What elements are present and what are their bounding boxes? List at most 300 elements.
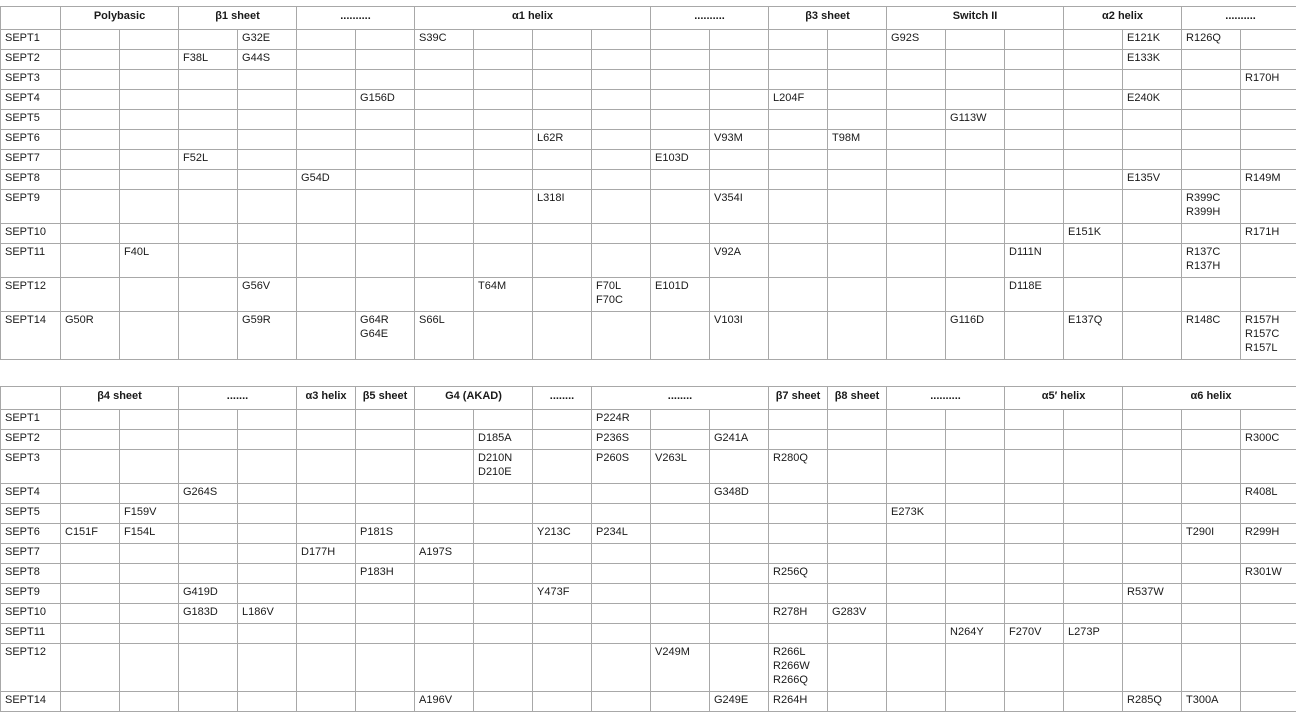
mutation-cell [828,190,887,224]
mutation-cell [238,484,297,504]
mutation-cell [828,544,887,564]
mutation-cell [533,450,592,484]
mutation-cell [1064,50,1123,70]
mutation-cell [769,484,828,504]
mutation-cell [1005,110,1064,130]
mutation-cell: R300C [1241,430,1296,450]
septin-name: SEPT4 [1,484,61,504]
mutation-cell: G264S [179,484,238,504]
mutation-cell [1123,430,1182,450]
mutation-cell: A196V [415,692,474,712]
mutation-cell [415,564,474,584]
mutation-cell [1123,544,1182,564]
mutation-cell [946,244,1005,278]
mutation-cell: D185A [474,430,533,450]
mutation-cell [1064,150,1123,170]
mutation-cell [828,150,887,170]
mutation-cell [297,604,356,624]
mutation-cell [946,130,1005,150]
mutation-cell: E151K [1064,224,1123,244]
mutation-cell [887,110,946,130]
mutation-line: R399C [1186,192,1221,204]
mutation-cell [120,50,179,70]
mutation-cell [297,430,356,450]
mutation-cell [1182,244,1241,278]
mutation-cell [356,150,415,170]
mutation-line: R266L [773,646,806,658]
septin-name: SEPT6 [1,130,61,150]
mutation-cell [474,504,533,524]
mutation-cell [61,50,120,70]
mutation-cell [415,244,474,278]
mutation-cell [1123,604,1182,624]
mutation-cell [769,644,828,692]
mutation-cell [120,430,179,450]
mutation-cell [415,224,474,244]
mutation-cell: R264H [769,692,828,712]
mutation-cell: F52L [179,150,238,170]
septin-name: SEPT6 [1,524,61,544]
septin-name: SEPT5 [1,504,61,524]
mutation-cell [238,692,297,712]
mutation-cell [61,544,120,564]
mutation-cell [179,644,238,692]
mutation-cell [1005,544,1064,564]
mutation-cell [651,410,710,430]
table-row [1,564,1296,584]
mutation-cell [238,504,297,524]
mutation-cell [533,544,592,564]
mutation-cell [1064,544,1123,564]
mutation-cell [769,504,828,524]
mutation-cell [61,624,120,644]
mutation-cell [1064,504,1123,524]
mutation-cell [61,278,120,312]
mutation-cell: S66L [415,312,474,360]
mutation-cell [415,50,474,70]
mutation-cell [769,170,828,190]
septin-name: SEPT2 [1,50,61,70]
mutation-cell [474,544,533,564]
mutation-cell: F40L [120,244,179,278]
mutation-cell [828,584,887,604]
mutation-cell [710,544,769,564]
septin-name: SEPT14 [1,692,61,712]
table-row [1,524,1296,544]
mutation-cell [356,624,415,644]
mutation-cell [592,244,651,278]
mutation-cell: R301W [1241,564,1296,584]
mutation-cell [946,544,1005,564]
mutation-cell [592,624,651,644]
mutation-cell [1241,584,1296,604]
mutation-cell [946,70,1005,90]
mutation-cell [1005,90,1064,110]
mutation-cell: P181S [356,524,415,544]
mutation-cell [179,224,238,244]
mutation-cell [533,564,592,584]
header-row [1,387,1296,410]
mutation-cell [61,430,120,450]
mutation-line: F70L [596,280,622,292]
mutation-cell [887,50,946,70]
mutation-cell [887,484,946,504]
mutation-cell [61,644,120,692]
mutation-cell [1123,450,1182,484]
mutation-cell: R299H [1241,524,1296,544]
mutation-cell [179,170,238,190]
mutation-cell [120,110,179,130]
mutation-cell [769,524,828,544]
table-row [1,278,1296,312]
mutation-cell [61,504,120,524]
mutation-line: R157C [1245,328,1280,340]
mutation-cell [828,312,887,360]
mutation-cell [651,170,710,190]
mutation-cell [415,190,474,224]
mutation-cell [1123,484,1182,504]
mutation-cell [1064,130,1123,150]
mutation-cell [1241,504,1296,524]
mutation-cell [1005,524,1064,544]
mutation-cell: D118E [1005,278,1064,312]
mutation-cell [1123,130,1182,150]
mutation-cell: R285Q [1123,692,1182,712]
mutation-cell [651,692,710,712]
mutation-cell [1241,244,1296,278]
mutation-cell [651,504,710,524]
mutation-cell [828,110,887,130]
mutation-cell [238,150,297,170]
mutation-cell [887,410,946,430]
mutation-cell [1005,70,1064,90]
mutation-cell [887,644,946,692]
mutation-cell [592,30,651,50]
mutation-cell [946,30,1005,50]
mutation-cell [769,624,828,644]
mutation-cell [179,564,238,584]
mutation-cell [592,70,651,90]
mutation-cell: G283V [828,604,887,624]
mutation-cell: L186V [238,604,297,624]
mutation-cell [61,484,120,504]
mutation-cell [828,90,887,110]
mutation-cell [592,504,651,524]
mutation-line: F70C [596,294,623,306]
mutation-line: R137C [1186,246,1221,258]
mutation-cell: V93M [710,130,769,150]
mutation-cell [533,604,592,624]
mutation-cell [356,244,415,278]
mutation-cell [828,524,887,544]
mutation-cell [1241,544,1296,564]
mutation-cell [769,544,828,564]
mutation-cell [828,224,887,244]
mutation-cell [710,564,769,584]
mutation-cell [415,278,474,312]
mutation-cell [1182,564,1241,584]
mutation-cell [710,504,769,524]
mutation-line: R157H [1245,314,1280,326]
mutation-cell [1123,524,1182,544]
mutation-cell [474,244,533,278]
mutation-cell [297,30,356,50]
mutation-cell [415,644,474,692]
mutation-cell [828,70,887,90]
mutation-cell [887,692,946,712]
mutation-cell [533,484,592,504]
mutation-cell [887,224,946,244]
mutation-cell [533,170,592,190]
septin-name: SEPT7 [1,544,61,564]
mutation-cell [710,524,769,544]
mutation-cell [61,130,120,150]
mutation-cell [769,410,828,430]
mutation-cell [1005,430,1064,450]
mutation-cell: R170H [1241,70,1296,90]
mutation-cell: V103I [710,312,769,360]
mutation-cell: R148C [1182,312,1241,360]
mutation-cell [651,430,710,450]
mutation-cell [1005,224,1064,244]
mutation-cell: E121K [1123,30,1182,50]
table-row [1,544,1296,564]
mutation-cell [1005,692,1064,712]
mutation-cell [1241,278,1296,312]
mutation-cell [1241,624,1296,644]
mutation-cell [887,190,946,224]
mutation-cell: G241A [710,430,769,450]
mutation-cell: L204F [769,90,828,110]
mutation-cell [356,644,415,692]
mutation-cell: P260S [592,450,651,484]
mutation-cell: A197S [415,544,474,564]
mutation-cell [238,224,297,244]
mutation-cell: R256Q [769,564,828,584]
mutation-cell [1182,170,1241,190]
mutation-cell [769,50,828,70]
mutation-cell [356,224,415,244]
mutation-cell [887,604,946,624]
mutation-cell [238,450,297,484]
mutation-cell [828,644,887,692]
mutation-cell [946,504,1005,524]
mutation-cell [120,224,179,244]
mutation-cell [179,524,238,544]
septin-name: SEPT3 [1,70,61,90]
table-row [1,410,1296,430]
mutation-cell [533,90,592,110]
mutation-cell [179,450,238,484]
septin-name: SEPT10 [1,224,61,244]
mutation-cell [769,244,828,278]
mutation-cell [1005,504,1064,524]
mutation-cell [1005,50,1064,70]
mutation-cell [238,410,297,430]
mutation-cell [179,312,238,360]
mutation-cell [887,150,946,170]
mutation-cell [1064,190,1123,224]
mutation-cell [120,70,179,90]
table-2-body [1,410,1296,712]
mutation-cell [651,30,710,50]
mutation-cell [474,130,533,150]
mutation-cell [238,584,297,604]
mutation-cell: G44S [238,50,297,70]
mutation-cell: R171H [1241,224,1296,244]
mutation-cell: G419D [179,584,238,604]
mutation-cell [297,50,356,70]
table-row [1,430,1296,450]
mutation-cell [651,564,710,584]
mutation-cell [828,692,887,712]
mutation-cell [651,110,710,130]
mutation-cell [887,312,946,360]
table-1-header [1,7,1296,30]
mutation-cell [1005,170,1064,190]
mutation-cell [1005,130,1064,150]
mutation-cell [179,278,238,312]
mutation-line: R399H [1186,206,1221,218]
mutation-cell [710,644,769,692]
mutation-cell [1182,50,1241,70]
table-row [1,30,1296,50]
mutation-cell: R408L [1241,484,1296,504]
mutation-cell [120,564,179,584]
mutation-cell [1005,312,1064,360]
mutation-cell [533,430,592,450]
mutation-cell [61,244,120,278]
mutation-cell [474,110,533,130]
mutation-cell [769,130,828,150]
mutation-cell [297,484,356,504]
mutation-cell: V354I [710,190,769,224]
column-group-header: Polybasic [61,7,179,30]
mutation-cell [415,624,474,644]
mutation-cell: G183D [179,604,238,624]
mutation-cell [828,624,887,644]
mutation-cell [1182,450,1241,484]
mutation-cell [710,170,769,190]
mutation-cell [1005,564,1064,584]
mutation-cell [592,312,651,360]
mutation-cell [297,190,356,224]
mutation-cell [1064,644,1123,692]
mutation-cell [887,584,946,604]
mutation-cell: G50R [61,312,120,360]
mutation-cell: E135V [1123,170,1182,190]
mutation-cell [356,430,415,450]
column-group-header: β3 sheet [769,7,887,30]
mutation-cell [828,564,887,584]
mutation-cell [61,190,120,224]
mutation-cell [120,30,179,50]
mutation-cell [61,110,120,130]
mutation-cell [1064,410,1123,430]
mutation-cell [887,130,946,150]
mutation-cell [297,524,356,544]
column-group-header: α3 helix [297,387,356,410]
mutation-cell [238,70,297,90]
mutation-cell [592,190,651,224]
mutation-cell [297,504,356,524]
mutation-cell [179,544,238,564]
mutation-cell [120,90,179,110]
mutation-cell [297,312,356,360]
mutation-cell [356,584,415,604]
column-group-header: ........ [592,387,769,410]
mutation-cell: E137Q [1064,312,1123,360]
septin-name: SEPT14 [1,312,61,360]
mutation-cell [651,190,710,224]
mutation-cell [1005,190,1064,224]
mutation-cell [297,90,356,110]
column-group-header [1,7,61,30]
mutation-cell [1064,524,1123,544]
mutation-cell [710,278,769,312]
mutation-cell [179,30,238,50]
mutation-cell [946,278,1005,312]
mutation-cell [946,150,1005,170]
mutation-cell [710,604,769,624]
mutation-cell [179,430,238,450]
mutation-cell [238,110,297,130]
mutation-cell [1241,30,1296,50]
mutation-cell [1182,644,1241,692]
mutation-line: R266Q [773,674,808,686]
mutation-cell [946,190,1005,224]
mutation-cell [238,544,297,564]
mutation-cell [533,224,592,244]
mutation-cell [61,584,120,604]
mutation-cell [356,50,415,70]
mutation-cell [887,564,946,584]
mutation-cell: F159V [120,504,179,524]
mutation-cell: G249E [710,692,769,712]
mutation-cell [238,90,297,110]
mutation-line: R157L [1245,342,1278,354]
mutation-cell: P236S [592,430,651,450]
mutation-cell [238,564,297,584]
mutation-cell [533,50,592,70]
mutation-line: G64R [360,314,389,326]
mutation-cell [651,50,710,70]
septin-name: SEPT7 [1,150,61,170]
septin-name: SEPT5 [1,110,61,130]
column-group-header: β1 sheet [179,7,297,30]
mutation-cell [120,130,179,150]
mutation-cell [1123,70,1182,90]
mutation-cell [474,90,533,110]
mutation-cell [120,604,179,624]
mutation-cell [356,70,415,90]
mutation-cell: G116D [946,312,1005,360]
mutation-cell [946,224,1005,244]
mutation-cell [474,624,533,644]
mutation-cell [710,50,769,70]
mutation-cell [61,70,120,90]
mutation-cell [1005,604,1064,624]
mutation-cell [1123,564,1182,584]
mutation-cell [592,150,651,170]
mutation-cell [61,30,120,50]
mutation-cell: G32E [238,30,297,50]
mutation-cell [1064,484,1123,504]
mutation-cell [592,110,651,130]
mutation-cell [415,450,474,484]
column-group-header: β8 sheet [828,387,887,410]
mutation-table-1 [0,6,1296,360]
